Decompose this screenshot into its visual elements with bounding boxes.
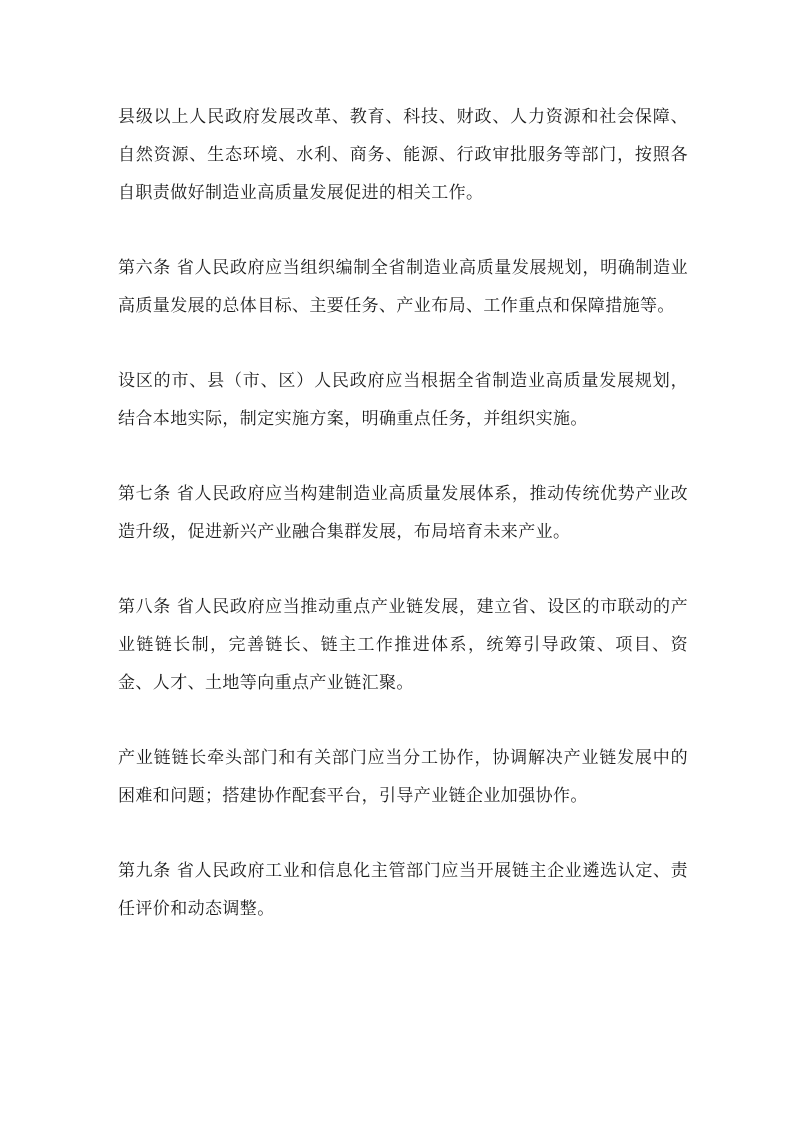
paragraph-article-8: 第八条 省人民政府应当推动重点产业链发展，建立省、设区的市联动的产业链链长制，完善链长、链主工作推进体系，统筹引导政策、项目、资金、人才、土地等向重点产业链汇聚。 [118,597,688,693]
paragraph-city-county-plan: 设区的市、县（市、区）人民政府应当根据全省制造业高质量发展规划，结合本地实际，制定实施方案，明确重点任务，并组织实施。 [118,371,688,429]
paragraph-article-6: 第六条 省人民政府应当组织编制全省制造业高质量发展规划，明确制造业高质量发展的总体目标、主要任务、产业布局、工作重点和保障措施等。 [118,258,688,316]
document-page [118,98,688,965]
paragraph-chain-leader-departments: 产业链链长牵头部门和有关部门应当分工协作，协调解决产业链发展中的困难和问题；搭建协作配套平台，引导产业链企业加强协作。 [118,748,688,806]
paragraph-article-7: 第七条 省人民政府应当构建制造业高质量发展体系，推动传统优势产业改造升级，促进新兴产业融合集群发展，布局培育未来产业。 [118,484,688,542]
paragraph-article-9: 第九条 省人民政府工业和信息化主管部门应当开展链主企业遴选认定、责任评价和动态调整。 [118,861,688,919]
paragraph-county-departments: 县级以上人民政府发展改革、教育、科技、财政、人力资源和社会保障、自然资源、生态环境、水利、商务、能源、行政审批服务等部门，按照各自职责做好制造业高质量发展促进的相关工作。 [118,107,688,203]
